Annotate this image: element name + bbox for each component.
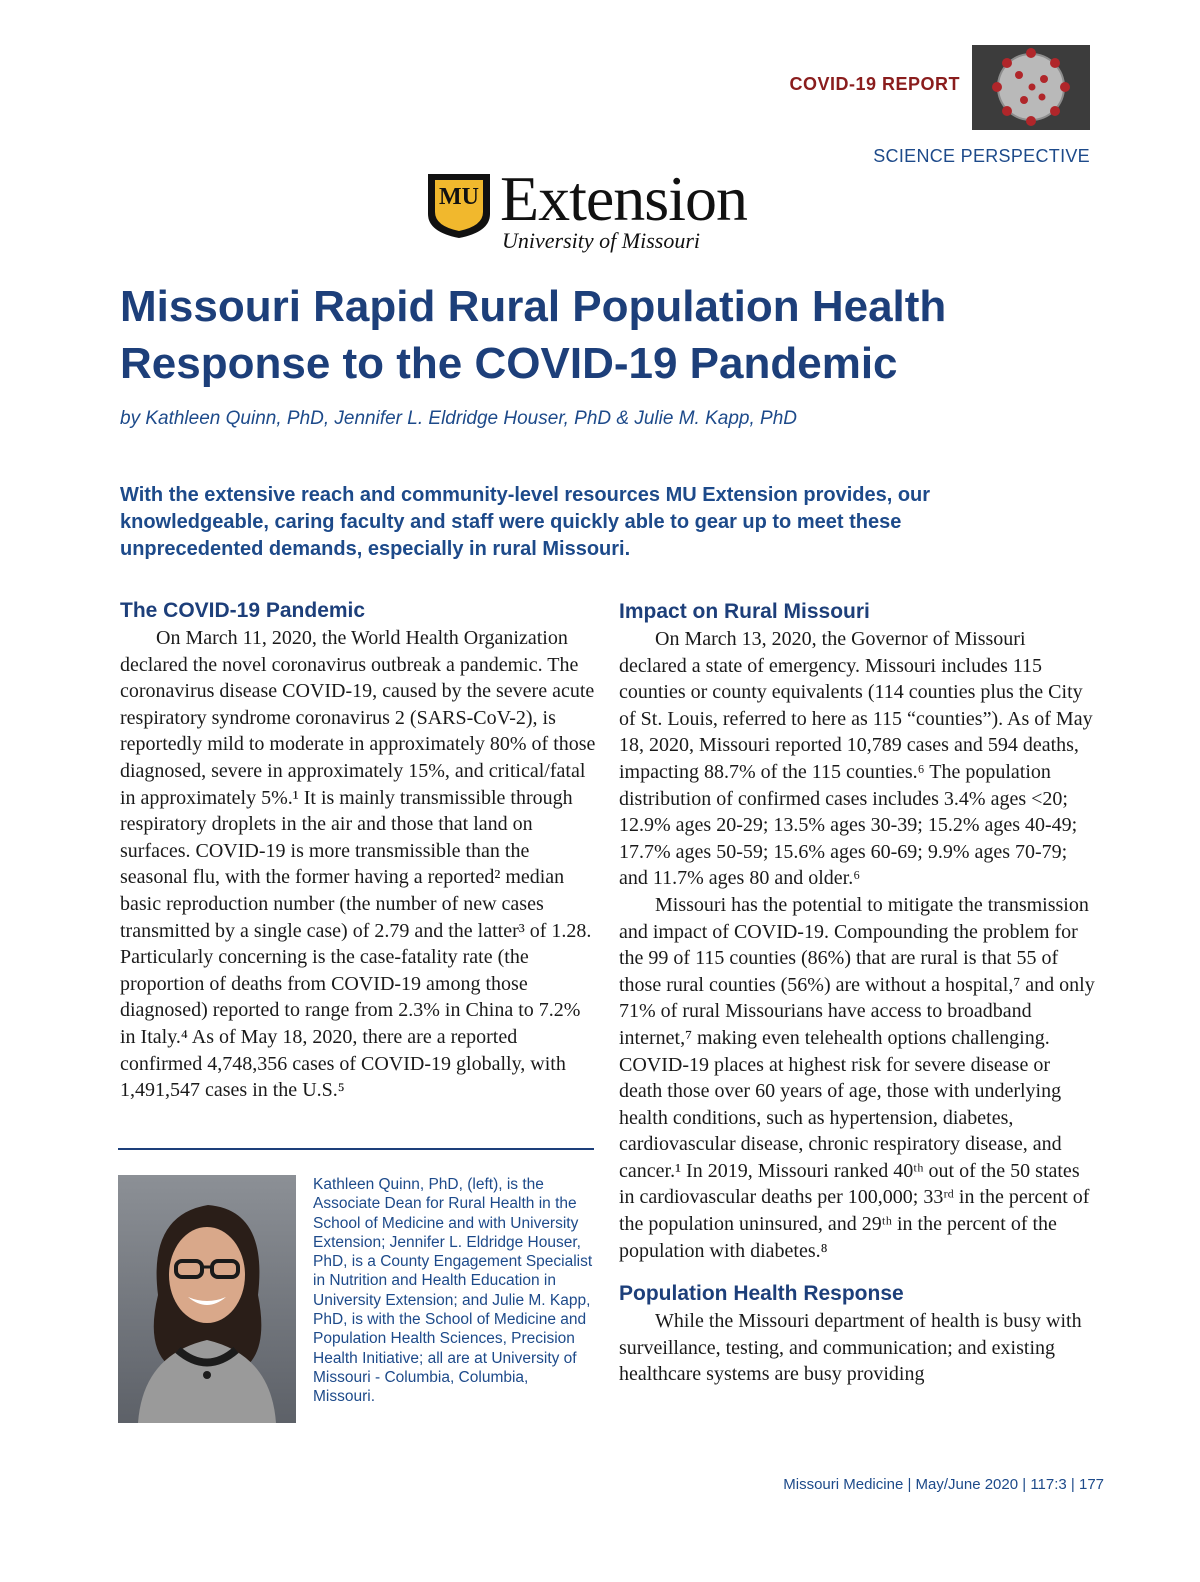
- lead-paragraph: With the extensive reach and community-level resources MU Extension provides, our knowledgeable, caring faculty and staff were quickly able to gear up to meet these unprecedented demands, especially in rural Missouri.: [120, 484, 931, 560]
- section-heading-response: Population Health Response: [619, 1282, 904, 1306]
- coronavirus-image: [972, 45, 1090, 130]
- right-column: [619, 598, 1095, 1388]
- logo-wordmark: Extension: [500, 163, 747, 234]
- logo-subtitle: University of Missouri: [502, 228, 700, 253]
- paragraph: On March 13, 2020, the Governor of Missouri declared a state of emergency. Missouri includes 115 counties or county equivalents (114 counties plus the City of St. Louis, referred to here as 115 “counties”). As of May 18, 2020, Missouri reported 10,789 cases and 594 deaths, impacting 88.7% of the 115 counties.⁶ The population distribution of confirmed cases includes 3.4% ages <20; 12.9% ages 20-29; 13.5% ages 30-39; 15.2% ages 40-49; 17.7% ages 50-59; 15.6% ages 60-69; 9.9% ages 70-79; and 11.7% ages 80 and older.⁶: [619, 628, 1093, 890]
- section-heading-pandemic: The COVID-19 Pandemic: [120, 599, 366, 622]
- author-photo: [118, 1175, 296, 1423]
- byline: by Kathleen Quinn, PhD, Jennifer L. Eldridge Houser, PhD & Julie M. Kapp, PhD: [120, 408, 797, 429]
- section-body-pandemic: [120, 625, 596, 1104]
- left-column: [120, 597, 596, 1104]
- author-caption: Kathleen Quinn, PhD, (left), is the Associate Dean for Rural Health in the School of Medicine and with University Extension; Jennifer L. Eldridge Houser, PhD, is a County Engagement Specialist in Nutrition and Health Education in University Extension; and Julie M. Kapp, PhD, is with the School of Medicine and Population Health Sciences, Precision Health Initiative; all are at University of Missouri - Columbia, Columbia, Missouri.: [313, 1176, 593, 1406]
- section-heading-impact: Impact on Rural Missouri: [619, 600, 870, 623]
- divider: [118, 1148, 594, 1150]
- section-label: SCIENCE PERSPECTIVE: [873, 146, 1090, 166]
- title-line-1: Missouri Rapid Rural Population Health: [120, 282, 947, 331]
- page-footer: Missouri Medicine | May/June 2020 | 117:3 | 177: [783, 1476, 1104, 1493]
- report-label: COVID-19 REPORT: [789, 74, 960, 94]
- paragraph: While the Missouri department of health is busy with surveillance, testing, and communication; and existing healthcare systems are busy providing: [619, 1310, 1082, 1386]
- section-body-response: [619, 1308, 1095, 1388]
- article-title: [120, 278, 1080, 392]
- svg-text:MU: MU: [439, 184, 479, 210]
- paragraph: Missouri has the potential to mitigate the transmission and impact of COVID-19. Compounding the problem for the 99 of 115 counties (86%) that are rural is that 55 of those rural counties (56%) are without a hospital,⁷ and only 71% of rural Missourians have access to broadband internet,⁷ making even telehealth options challenging. COVID-19 places at highest risk for severe disease or death those over 60 years of age, those with underlying health conditions, such as hypertension, diabetes, cardiovascular disease, chronic respiratory disease, and cancer.¹ In 2019, Missouri ranked 40ᵗʰ out of the 50 states in cardiovascular deaths per 100,000; 33ʳᵈ in the percent of the population uninsured, and 29ᵗʰ in the percent of the population with diabetes.⁸: [619, 893, 1095, 1262]
- section-body-impact: [619, 626, 1095, 1264]
- title-line-2: Response to the COVID-19 Pandemic: [120, 339, 898, 388]
- mu-shield-icon: [424, 170, 494, 240]
- paragraph: On March 11, 2020, the World Health Organization declared the novel coronavirus outbreak a pandemic. The coronavirus disease COVID-19, caused by the severe acute respiratory syndrome coronavirus 2 (SARS-CoV-2), is reportedly mild to moderate in approximately 80% of those diagnosed, severe in approximately 15%, and critical/fatal in approximately 5%.¹ It is mainly transmissible through respiratory droplets in the air and those that land on surfaces. COVID-19 is more transmissible than the seasonal flu, with the former having a reported² median basic reproduction number (the number of new cases transmitted by a single case) of 2.79 and the latter³ of 1.28. Particularly concerning is the case-fatality rate (the proportion of deaths from COVID-19 among those diagnosed) reported to range from 2.3% in China to 7.2% in Italy.⁴ As of May 18, 2020, there are a reported confirmed 4,748,356 cases of COVID-19 globally, with 1,491,547 cases in the U.S.⁵: [120, 627, 596, 1102]
